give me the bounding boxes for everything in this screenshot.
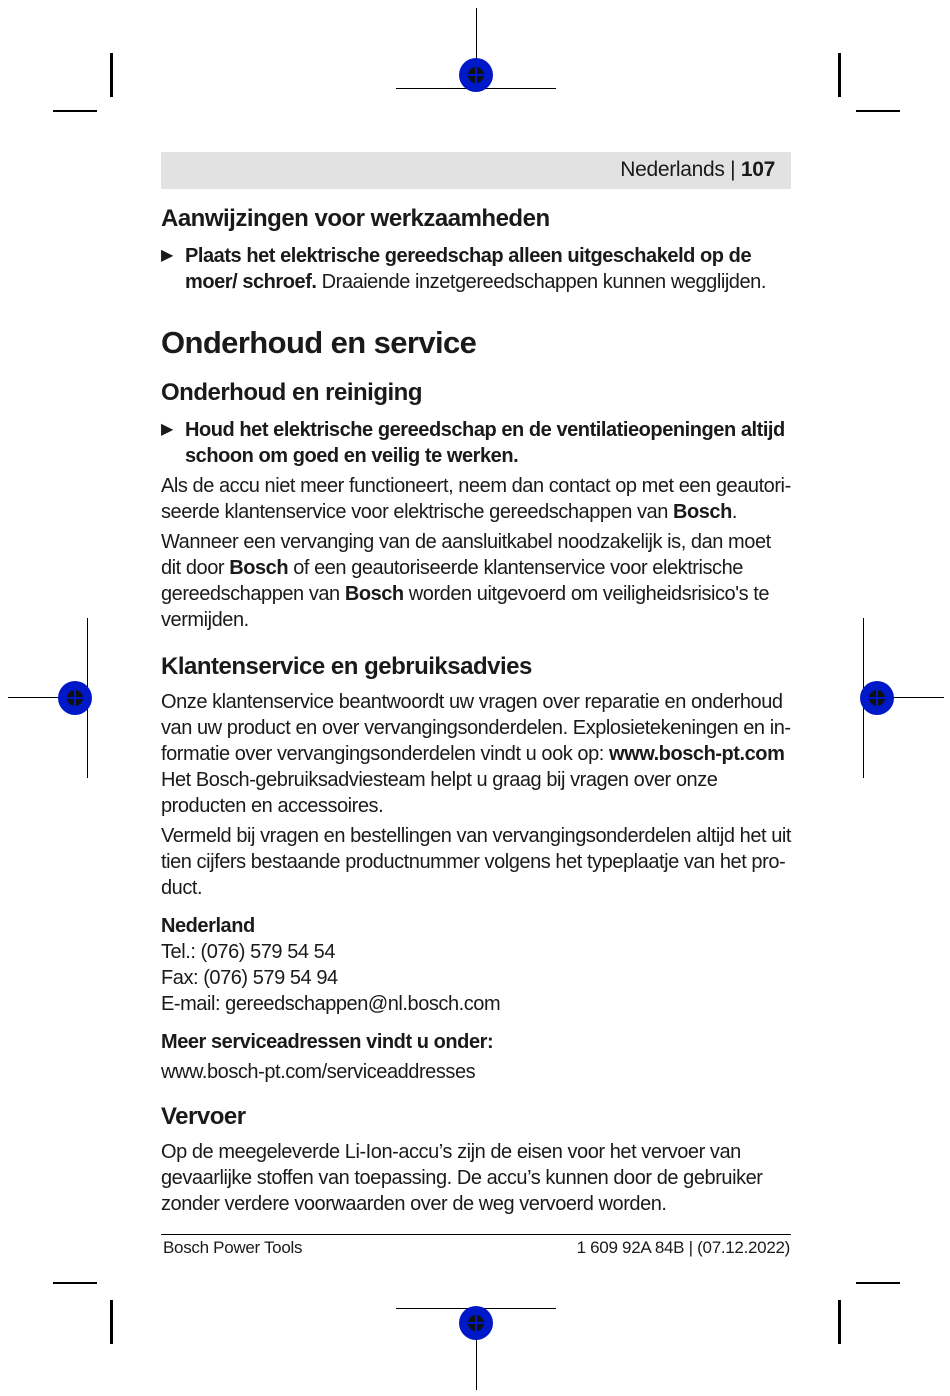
paragraph-text: Onze klantenservice beantwoordt uw vragen over reparatie en onderhoud van uw product en over vervangingsonderdelen. Explosietekeningen en informatie over vervangingsonderdelen vindt u ook op: [161, 691, 792, 765]
section-title-klantenservice: Klantenservice en gebruiksadvies [161, 653, 532, 680]
paragraph: Vermeld bij vragen en bestellingen van vervangingsonderdelen altijd het uit tien cijfers bestaande productnummer volgens het typeplaatje van het product. [161, 825, 792, 899]
country-name: Nederland [161, 915, 255, 937]
bold-text: Bosch [673, 501, 732, 523]
bullet-bold-text: Houd het elektrische gereedschap en de ventilatieopeningen altijd schoon om goed en veilig te werken. [185, 419, 785, 467]
footer-doc-number: 1 609 92A 84B | (07.12.2022) [576, 1238, 790, 1257]
warning-bullet [161, 243, 793, 295]
crop-mark [856, 110, 900, 112]
service-addresses-link[interactable]: www.bosch-pt.com/serviceaddresses [161, 1061, 476, 1083]
more-addresses-text: Meer serviceadressen vindt u onder: [161, 1031, 494, 1053]
email-address[interactable]: E-mail: gereedschappen@nl.bosch.com [161, 993, 501, 1015]
crop-mark [110, 53, 113, 97]
registration-mark-icon [459, 1306, 493, 1340]
paragraph-text: Het Bosch-gebruiksadviesteam helpt u graag bij vragen over onze producten en accessoires. [161, 769, 718, 817]
footer-divider [161, 1234, 791, 1235]
crop-mark [838, 1300, 841, 1344]
section-title-vervoer: Vervoer [161, 1103, 246, 1130]
triangle-bullet-icon: ▶ [161, 247, 173, 264]
paragraph-text: of een geautoriseerde klantenservice voor elektrische gereedschappen van [161, 557, 743, 605]
paragraph [161, 473, 793, 525]
bullet-text: Draaiende inzetgereedschappen kunnen wegglijden. [316, 271, 766, 293]
paragraph-text: . [731, 501, 737, 523]
main-title: Onderhoud en service [161, 325, 477, 360]
page-number: 107 [740, 158, 775, 181]
registration-mark-icon [860, 681, 894, 715]
phone-number: Tel.: (076) 579 54 54 [161, 941, 336, 963]
crop-mark [838, 53, 841, 97]
paragraph [161, 689, 793, 819]
website-link[interactable]: www.bosch-pt.com [609, 743, 785, 765]
country-label [161, 913, 793, 939]
bold-text: Bosch [229, 557, 289, 579]
bold-text: Bosch [344, 583, 404, 605]
warning-bullet [161, 417, 793, 469]
crop-mark [110, 1300, 113, 1344]
section-title-reiniging: Onderhoud en reiniging [161, 379, 422, 406]
header-language: Nederlands [620, 158, 725, 181]
paragraph-text: worden uitgevoerd om veiligheidsrisico's te vermijden. [161, 583, 770, 631]
page-content [161, 205, 793, 1217]
header-separator: | [730, 158, 736, 181]
registration-mark-icon [58, 681, 92, 715]
footer-brand: Bosch Power Tools [163, 1238, 303, 1257]
section-title-werkzaamheden: Aanwijzingen voor werkzaamheden [161, 205, 550, 232]
more-addresses-label [161, 1029, 793, 1055]
crop-mark [53, 1282, 97, 1284]
triangle-bullet-icon: ▶ [161, 421, 173, 438]
paragraph [161, 529, 793, 633]
registration-mark-icon [459, 58, 493, 92]
crop-mark [53, 110, 97, 112]
bullet-bold-text: Plaats het elektrische gereedschap alleen uitgeschakeld op de moer/ schroef. [185, 245, 752, 293]
paragraph-text: Als de accu niet meer functioneert, neem dan contact op met een geautoriseerde klantenservice voor elektrische gereedschappen van [161, 475, 792, 523]
paragraph: Op de meegeleverde Li-Ion-accu’s zijn de eisen voor het vervoer van gevaarlijke stoffen van toepassing. De accu’s kunnen door de gebruiker zonder verdere voorwaarden over de weg vervoerd worden. [161, 1141, 763, 1215]
page-header [161, 152, 791, 189]
header-text [620, 158, 775, 182]
crop-mark [856, 1282, 900, 1284]
fax-number: Fax: (076) 579 54 94 [161, 967, 338, 989]
paragraph-text: Wanneer een vervanging van de aansluitkabel noodzakelijk is, dan moet dit door [161, 531, 771, 579]
